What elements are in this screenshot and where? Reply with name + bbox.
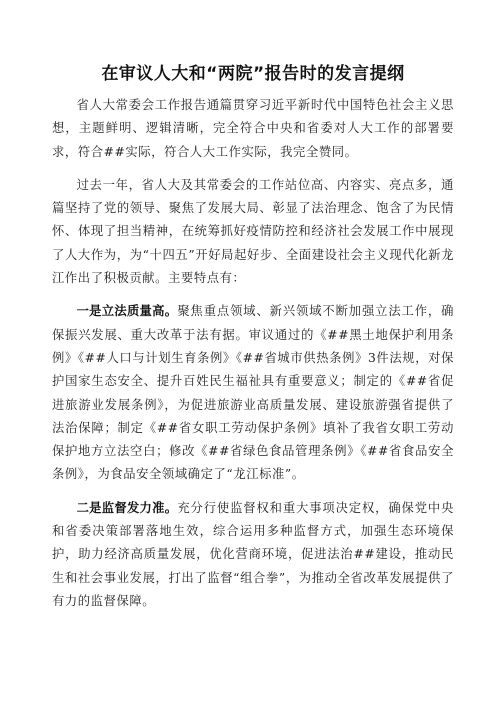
paragraph-review: [52, 174, 454, 290]
paragraph-supervision: [52, 497, 454, 613]
paragraph-text: 过去一年，省人大及其常委会的工作站位高、内容实、亮点多，通篇坚持了党的领导、聚焦了发展大局、彰显了法治理念、饱含了为民情怀、体现了担当精神，在统筹抓好疫情防控和经济社会发展工作中展现了人大作为，为“十四五”开好局起好步、全面建设社会主义现代化新龙江作出了积极贡献。主要特点有：: [52, 177, 454, 286]
document-title: 在审议人大和“两院”报告时的发言提纲: [101, 64, 405, 84]
paragraph-intro: [52, 94, 454, 164]
paragraph-legislation: [52, 300, 454, 486]
paragraph-text: 充分行使监督权和重大事项决定权，确保党中央和省委决策部署落地生效，综合运用多种监督方式，加强生态环境保护，助力经济高质量发展，优化营商环境，促进法治##建设，推动民生和社会事业发展，打出了监督“组合拳”，为推动全省改革发展提供了有力的监督保障。: [52, 500, 454, 608]
paragraph-text: 聚焦重点领域、新兴领域不断加强立法工作，确保振兴发展、重大改革于法有据。审议通过的《##黑土地保护利用条例》《##人口与计划生育条例》《##省城市供热条例》3件法规，对保护国家生态安全、提升百姓民生福祉具有重要意义；制定的《##省促进旅游业发展条例》，为促进旅游业高质量发展、建设旅游强省提供了法治保障；制定《##省女职工劳动保护条例》填补了我省女职工劳动保护地方立法空白；修改《##省绿色食品管理条例》《##省食品安全条例》，为食品安全领域确定了“龙江标准”。: [52, 304, 454, 482]
paragraph-lead: 一是立法质量高。: [76, 304, 178, 319]
paragraph-lead: 二是监督发力准。: [76, 500, 178, 515]
paragraph-text: 省人大常委会工作报告通篇贯穿习近平新时代中国特色社会主义思想，主题鲜明、逻辑清晰，完全符合中央和省委对人大工作的部署要求，符合##实际，符合人大工作实际，我完全赞同。: [52, 98, 454, 159]
